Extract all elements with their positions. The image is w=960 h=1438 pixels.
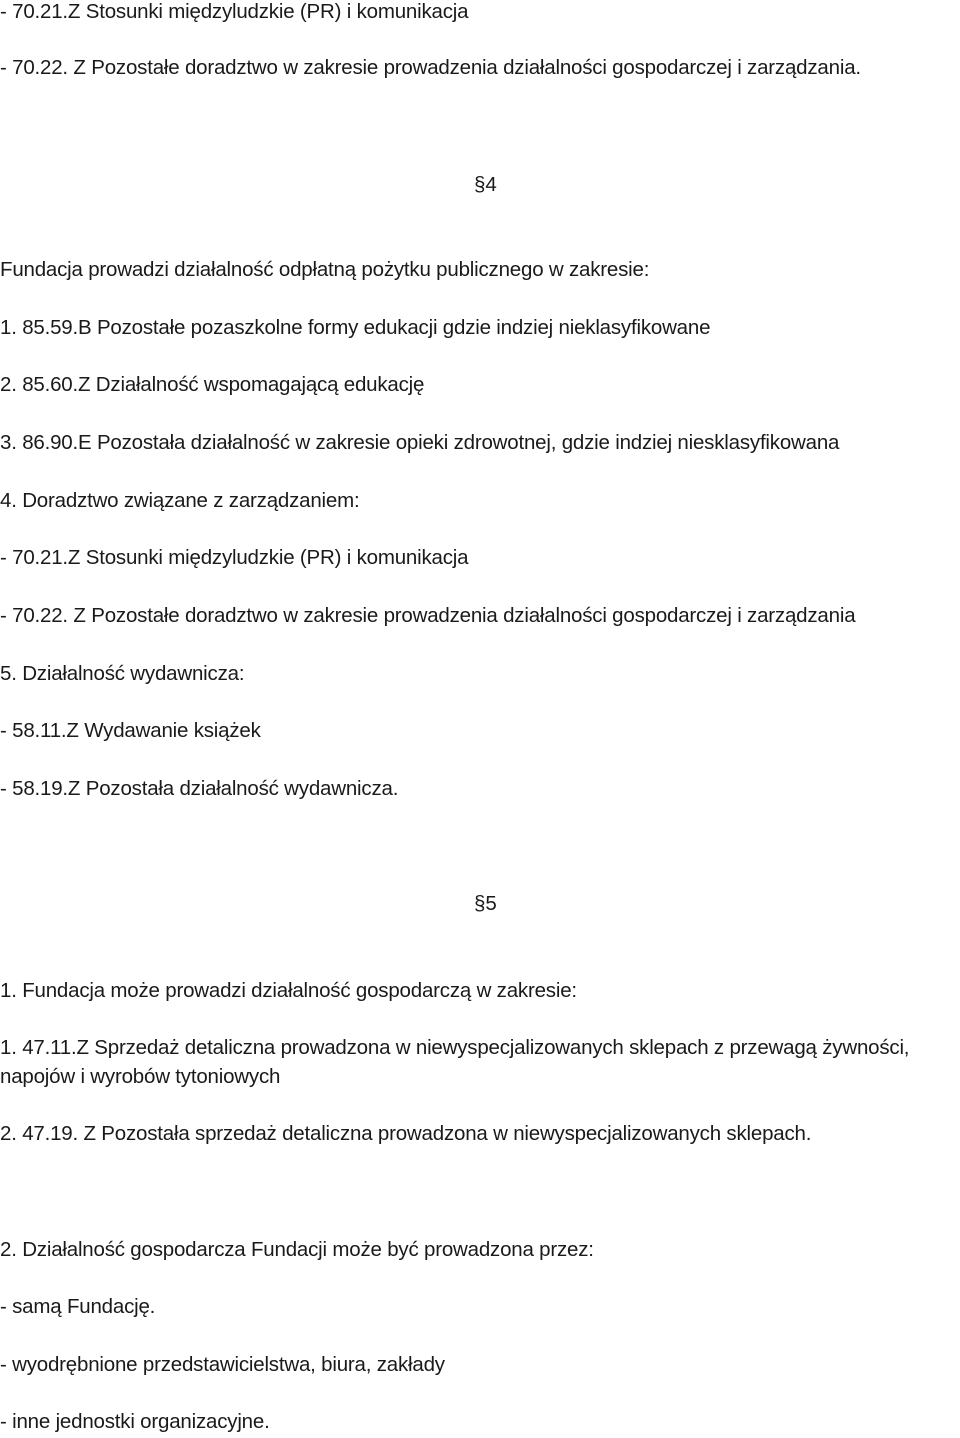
list-item: 4. Doradztwo związane z zarządzaniem: — [0, 489, 360, 512]
list-item: - 70.22. Z Pozostałe doradztwo w zakresie prowadzenia działalności gospodarczej i zarządzania. — [0, 56, 861, 79]
list-item: - wyodrębnione przedstawicielstwa, biura, zakłady — [0, 1353, 445, 1376]
list-item: 2. 85.60.Z Działalność wspomagającą edukację — [0, 373, 425, 396]
paragraph: Fundacja prowadzi działalność odpłatną pożytku publicznego w zakresie: — [0, 258, 650, 281]
list-item: - 58.11.Z Wydawanie książek — [0, 719, 261, 742]
list-item: - 70.21.Z Stosunki międzyludzkie (PR) i komunikacja — [0, 546, 469, 569]
list-item: - samą Fundację. — [0, 1295, 156, 1318]
list-item: - 58.19.Z Pozostała działalność wydawnicza. — [0, 777, 399, 800]
list-item: - inne jednostki organizacyjne. — [0, 1410, 270, 1433]
section-heading-5: §5 — [474, 892, 497, 915]
list-item: 1. 47.11.Z Sprzedaż detaliczna prowadzona w niewyspecjalizowanych sklepach z przewagą żywności, napojów i wyrobów tytoniowych — [0, 1036, 910, 1088]
list-item: 5. Działalność wydawnicza: — [0, 662, 245, 685]
section-heading-4: §4 — [474, 173, 497, 196]
list-item: - 70.22. Z Pozostałe doradztwo w zakresie prowadzenia działalności gospodarczej i zarządzania — [0, 604, 856, 627]
list-item: - 70.21.Z Stosunki międzyludzkie (PR) i komunikacja — [0, 0, 469, 23]
list-item: 3. 86.90.E Pozostała działalność w zakresie opieki zdrowotnej, gdzie indziej niesklasyfikowana — [0, 431, 840, 454]
paragraph: 2. Działalność gospodarcza Fundacji może być prowadzona przez: — [0, 1238, 594, 1261]
paragraph: 1. Fundacja może prowadzi działalność gospodarczą w zakresie: — [0, 979, 577, 1002]
list-item: 1. 85.59.B Pozostałe pozaszkolne formy edukacji gdzie indziej nieklasyfikowane — [0, 316, 711, 339]
list-item: 2. 47.19. Z Pozostała sprzedaż detaliczna prowadzona w niewyspecjalizowanych sklepach. — [0, 1122, 812, 1145]
